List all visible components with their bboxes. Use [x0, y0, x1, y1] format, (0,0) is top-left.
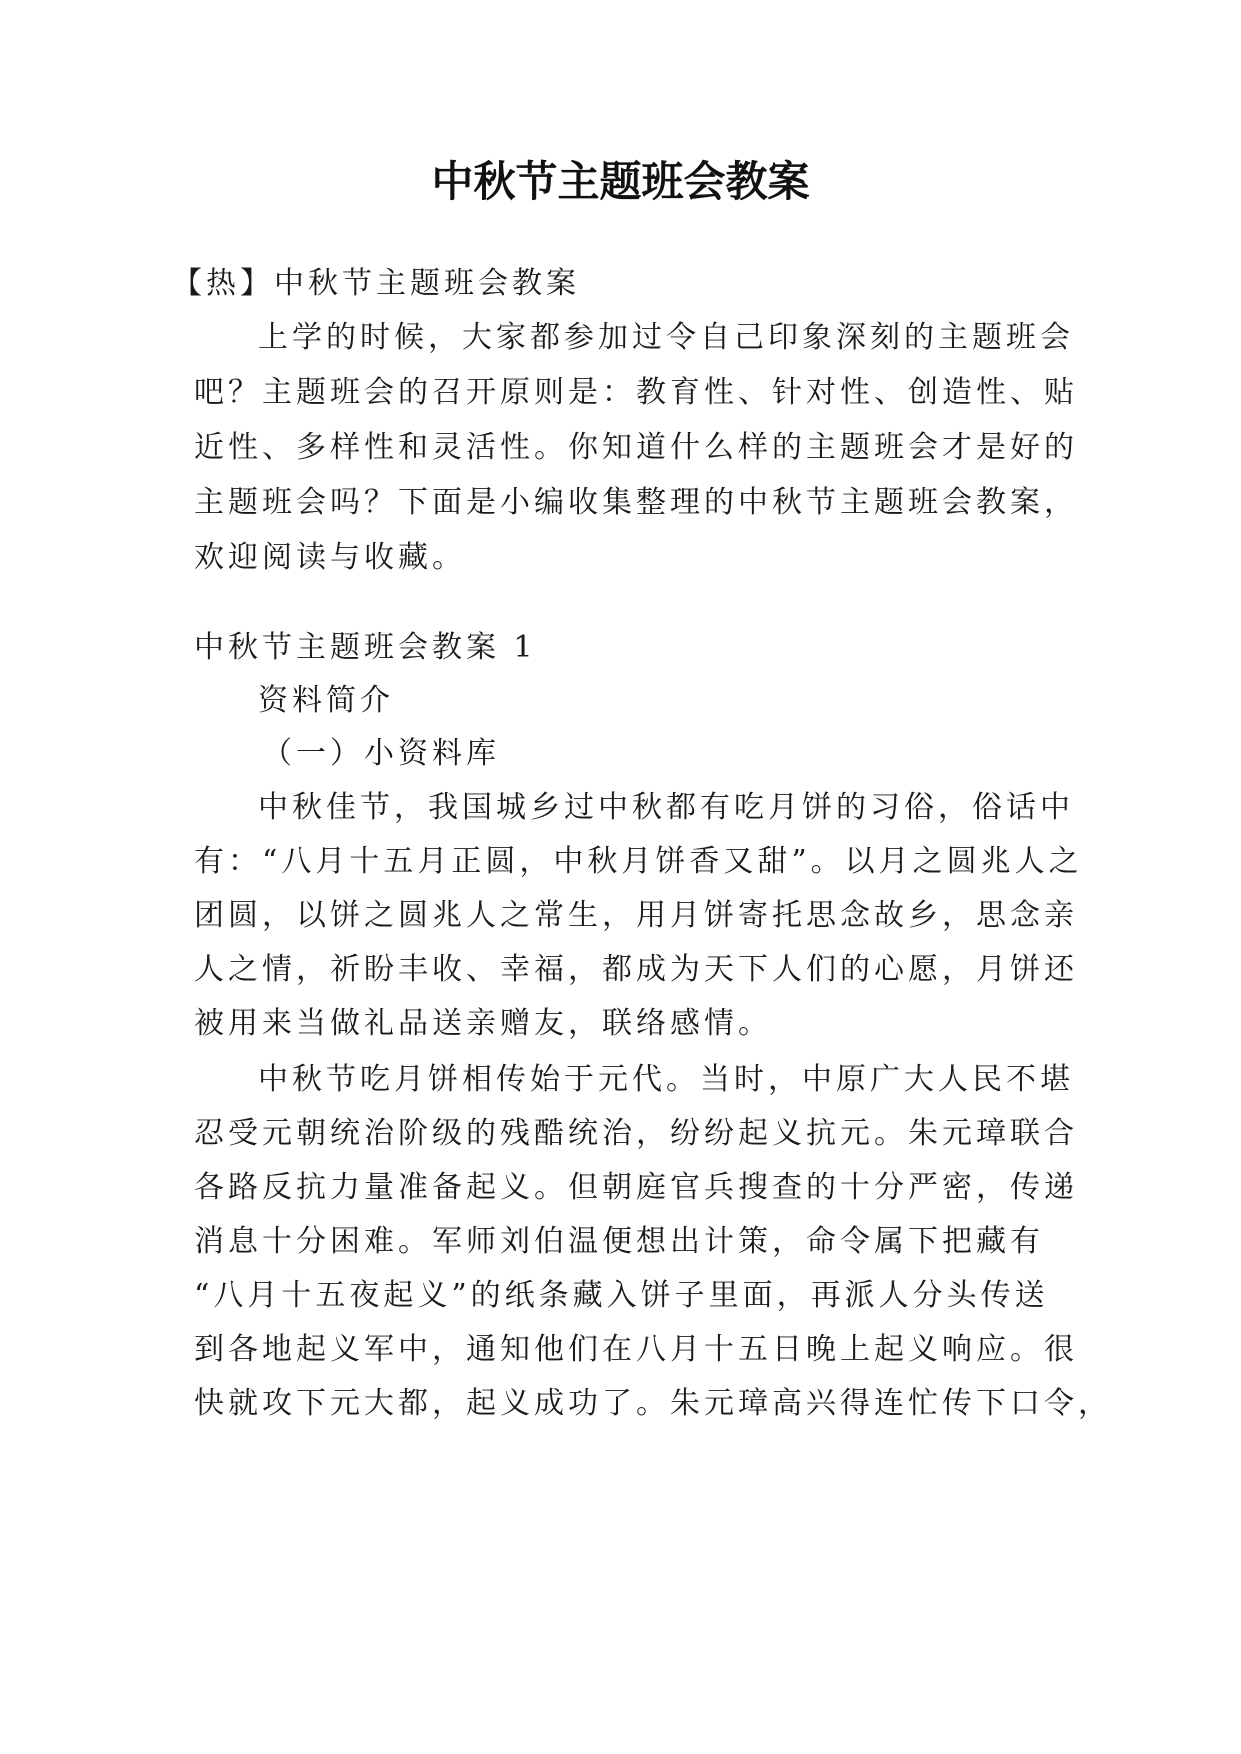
subheading: 资料简介 — [258, 683, 394, 718]
intro-line: 近性、多样性和灵活性。你知道什么样的主题班会才是好的 — [194, 430, 1078, 465]
paragraph-line: 被用来当做礼品送亲赠友，联络感情。 — [194, 1006, 772, 1041]
intro-line: 主题班会吗？下面是小编收集整理的中秋节主题班会教案， — [194, 485, 1078, 520]
subheading: （一）小资料库 — [262, 736, 500, 771]
intro-line: 上学的时候，大家都参加过令自己印象深刻的主题班会 — [258, 320, 1074, 355]
paragraph-line: 快就攻下元大都，起义成功了。朱元璋高兴得连忙传下口令， — [194, 1386, 1112, 1421]
paragraph-line: 各路反抗力量准备起义。但朝庭官兵搜查的十分严密，传递 — [194, 1170, 1078, 1205]
paragraph-line: 中秋佳节，我国城乡过中秋都有吃月饼的习俗，俗话中 — [258, 790, 1074, 825]
paragraph-line: 中秋节吃月饼相传始于元代。当时，中原广大人民不堪 — [258, 1062, 1074, 1097]
intro-line: 吧？主题班会的召开原则是：教育性、针对性、创造性、贴 — [194, 375, 1078, 410]
paragraph-line: “八月十五夜起义”的纸条藏入饼子里面，再派人分头传送 — [194, 1278, 1049, 1313]
section-heading: 中秋节主题班会教案 1 — [194, 630, 537, 665]
page-title: 中秋节主题班会教案 — [431, 157, 810, 206]
hot-heading: 【热】中秋节主题班会教案 — [172, 266, 580, 301]
paragraph-line: 消息十分困难。军师刘伯温便想出计策，命令属下把藏有 — [194, 1224, 1044, 1259]
paragraph-line: 人之情，祈盼丰收、幸福，都成为天下人们的心愿，月饼还 — [194, 952, 1078, 987]
paragraph-line: 团圆，以饼之圆兆人之常生，用月饼寄托思念故乡，思念亲 — [194, 898, 1078, 933]
intro-line: 欢迎阅读与收藏。 — [194, 540, 466, 575]
paragraph-line: 到各地起义军中，通知他们在八月十五日晚上起义响应。很 — [194, 1332, 1078, 1367]
paragraph-line: 有：“八月十五月正圆，中秋月饼香又甜”。以月之圆兆人之 — [194, 844, 1083, 879]
paragraph-line: 忍受元朝统治阶级的残酷统治，纷纷起义抗元。朱元璋联合 — [194, 1116, 1078, 1151]
